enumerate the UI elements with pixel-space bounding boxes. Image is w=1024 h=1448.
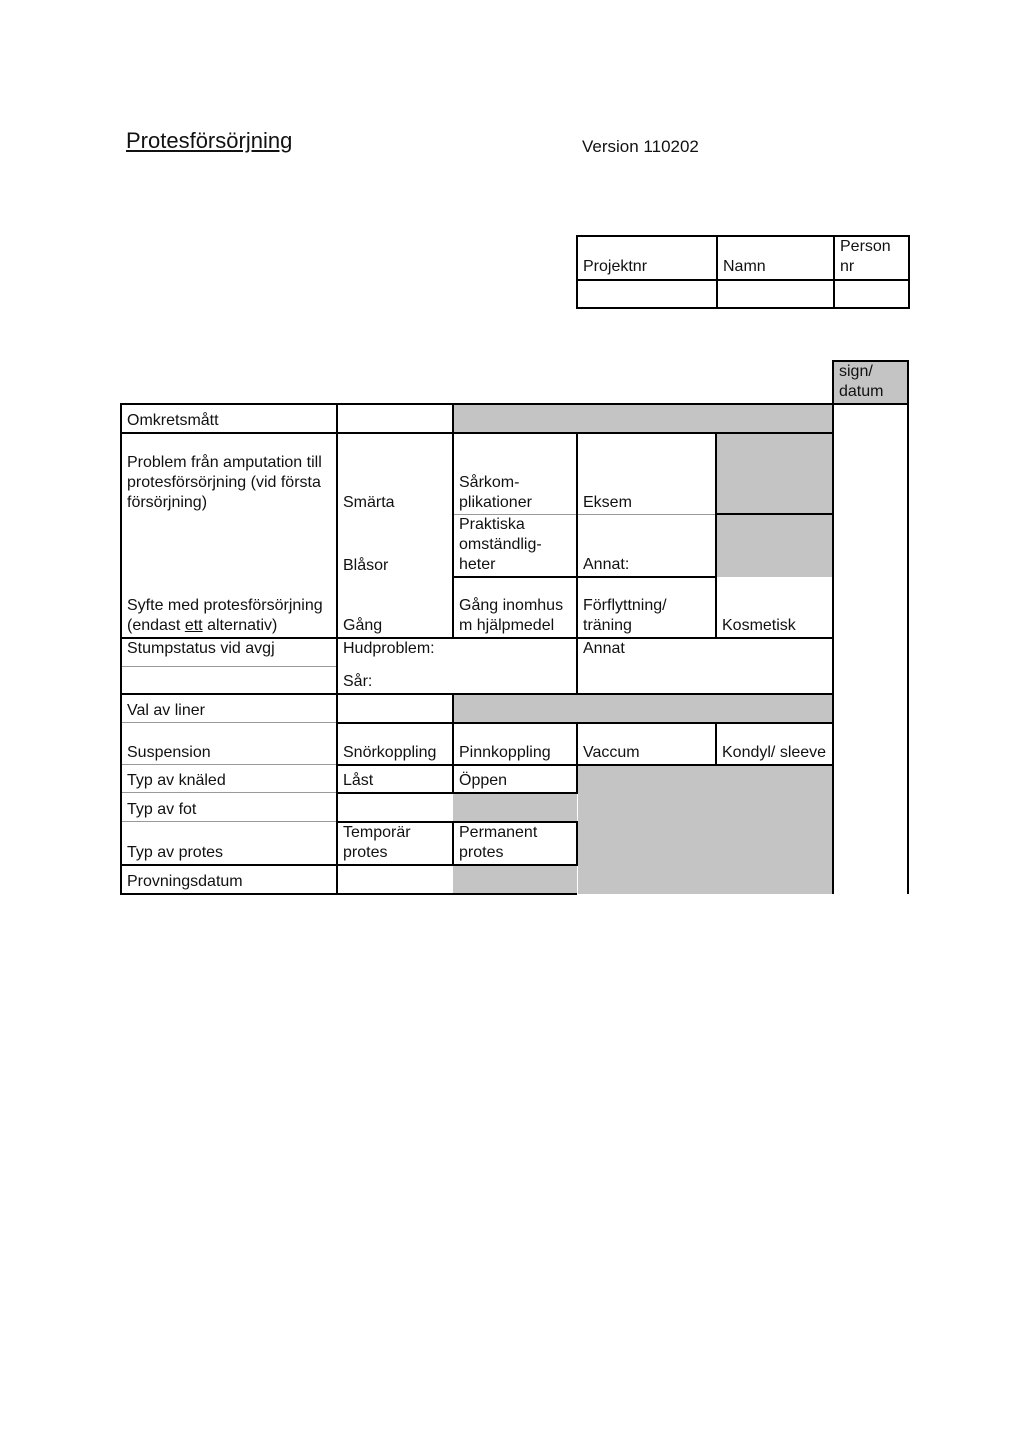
sarkomplikationer-option[interactable]: Sårkom- plikationer xyxy=(453,433,577,514)
forflyttning-option[interactable]: Förflyttning/ träning xyxy=(577,577,716,638)
pinnkoppling-option[interactable]: Pinnkoppling xyxy=(453,723,577,765)
sign-datum-header: sign/ datum xyxy=(833,361,908,404)
typ-av-fot-label: Typ av fot xyxy=(121,793,337,822)
val-av-liner-field[interactable] xyxy=(337,694,453,723)
omkretsmatt-field[interactable] xyxy=(337,404,453,433)
person-nr-header: Person nr xyxy=(834,236,909,280)
omkretsmatt-row xyxy=(121,404,908,433)
projektnr-header: Projektnr xyxy=(577,236,717,280)
problem-row-1 xyxy=(121,433,908,514)
permanent-protes-option[interactable]: Permanent protes xyxy=(453,822,577,865)
oppen-option[interactable]: Öppen xyxy=(453,765,577,793)
syfte-label-pre: Syfte med protesförsörjning (endast xyxy=(127,596,323,634)
syfte-label-ett: ett xyxy=(184,616,203,634)
info-value-row xyxy=(577,280,909,308)
sign-column-upper[interactable] xyxy=(833,404,908,667)
typ-av-knaled-row xyxy=(121,765,908,793)
suspension-label: Suspension xyxy=(121,723,337,765)
stumpstatus-label: Stumpstatus vid avgj xyxy=(121,638,337,667)
kondyl-sleeve-option[interactable]: Kondyl/ sleeve xyxy=(716,723,833,765)
page-title: Protesförsörjning xyxy=(126,128,293,153)
kosmetisk-option[interactable]: Kosmetisk xyxy=(716,577,833,638)
namn-field[interactable] xyxy=(717,280,834,308)
version-label: Version 110202 xyxy=(582,137,699,156)
person-nr-field[interactable] xyxy=(834,280,909,308)
temporar-protes-option[interactable]: Temporär protes xyxy=(337,822,453,865)
syfte-label xyxy=(121,577,337,638)
hudproblem-field[interactable]: Hudproblem: xyxy=(337,638,577,667)
info-header-row xyxy=(577,236,909,280)
suspension-row xyxy=(121,723,908,765)
prosthesis-form-table xyxy=(120,360,909,895)
vaccum-option[interactable]: Vaccum xyxy=(577,723,716,765)
snorkoppling-option[interactable]: Snörkoppling xyxy=(337,723,453,765)
gang-option[interactable]: Gång xyxy=(337,577,453,638)
sar-field[interactable]: Sår: xyxy=(337,667,577,694)
annat-problem-option[interactable]: Annat: xyxy=(577,514,716,577)
stumpstatus-extra-field[interactable] xyxy=(121,667,337,694)
patient-info-table xyxy=(576,235,910,309)
typ-av-protes-label: Typ av protes xyxy=(121,822,337,865)
stumpstatus-row xyxy=(121,638,908,667)
annat-stump-field[interactable]: Annat xyxy=(577,638,833,694)
gang-inomhus-option[interactable]: Gång inomhus m hjälpmedel xyxy=(453,577,577,638)
typ-av-fot-field[interactable] xyxy=(337,793,453,822)
provningsdatum-field[interactable] xyxy=(337,865,453,894)
smarta-option[interactable]: Smärta xyxy=(337,433,453,514)
last-option[interactable]: Låst xyxy=(337,765,453,793)
sign-column-lower[interactable] xyxy=(833,667,908,894)
praktiska-option[interactable]: Praktiska omständlig- heter xyxy=(453,514,577,577)
val-av-liner-row xyxy=(121,694,908,723)
problem-label: Problem från amputation till protesförsörjning (vid första försörjning) xyxy=(121,433,337,577)
namn-header: Namn xyxy=(717,236,834,280)
syfte-label-post: alternativ) xyxy=(207,616,278,634)
typ-av-knaled-label: Typ av knäled xyxy=(121,765,337,793)
provningsdatum-label: Provningsdatum xyxy=(121,865,337,894)
projektnr-field[interactable] xyxy=(577,280,717,308)
syfte-row xyxy=(121,577,908,638)
sign-header-row xyxy=(121,361,908,404)
val-av-liner-label: Val av liner xyxy=(121,694,337,723)
blasor-option[interactable]: Blåsor xyxy=(337,514,453,577)
omkretsmatt-label: Omkretsmått xyxy=(121,404,337,433)
eksem-option[interactable]: Eksem xyxy=(577,433,716,514)
